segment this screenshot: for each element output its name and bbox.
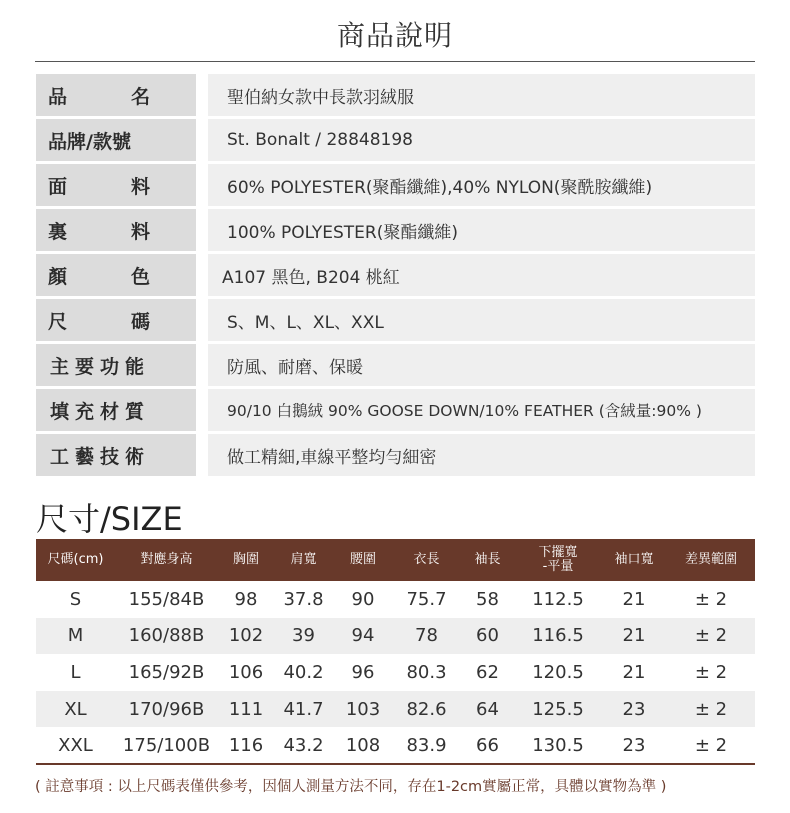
spec-label	[36, 74, 196, 116]
size-table	[36, 539, 755, 765]
spec-label-char: 裏	[48, 220, 68, 243]
table-cell: 125.5	[515, 691, 601, 728]
table-cell: ± 2	[667, 691, 755, 728]
column-header: 對應身高	[115, 539, 218, 581]
table-cell: 112.5	[532, 588, 584, 610]
spec-value: A107 黑色, B204 桃紅	[208, 254, 755, 296]
table-cell: 75.7	[406, 588, 447, 610]
spec-value: S、M、L、XL、XXL	[208, 299, 755, 341]
table-cell: 120.5	[532, 661, 584, 683]
table-cell: 111	[218, 691, 274, 728]
table-cell: 102	[218, 618, 274, 655]
size-table-header	[36, 539, 755, 581]
table-cell: 155/84B	[128, 588, 205, 610]
table-cell: 64	[460, 691, 515, 728]
spec-row-function	[36, 344, 755, 386]
table-row	[36, 691, 755, 728]
spec-value: 100% POLYESTER(聚酯纖維)	[208, 209, 755, 251]
column-header: 尺碼(cm)	[36, 539, 115, 581]
table-cell: M	[36, 618, 115, 655]
table-cell: 21	[622, 588, 646, 610]
spec-row-lining	[36, 209, 755, 251]
spec-row-fabric	[36, 164, 755, 206]
table-cell: 62	[476, 661, 499, 683]
spec-label: 主要功能	[36, 344, 196, 386]
table-cell: 39	[274, 618, 333, 655]
table-cell: 160/88B	[115, 618, 218, 655]
table-cell: ± 2	[694, 588, 728, 610]
spec-label: 工藝技術	[36, 434, 196, 476]
table-cell: 130.5	[532, 734, 584, 756]
table-cell: 83.9	[406, 734, 447, 756]
table-cell: 23	[622, 734, 646, 756]
spec-label-char: 品	[48, 85, 68, 108]
spec-label-char: 顏	[48, 265, 68, 288]
title-divider	[35, 61, 755, 62]
spec-value: 聖伯納女款中長款羽絨服	[208, 74, 755, 116]
table-cell: 170/96B	[115, 691, 218, 728]
table-cell: 21	[601, 618, 667, 655]
table-cell: 43.2	[283, 734, 324, 756]
column-header: 胸圍	[218, 539, 274, 581]
page-title: 商品說明	[336, 19, 453, 52]
table-cell: 21	[622, 661, 646, 683]
table-cell: 41.7	[274, 691, 333, 728]
spec-label-char: 料	[130, 175, 150, 198]
spec-label	[36, 164, 196, 206]
spec-row-name	[36, 74, 755, 116]
table-cell: S	[69, 588, 82, 610]
spec-label-char: 色	[130, 265, 150, 288]
spec-row-craft	[36, 434, 755, 476]
column-header: 差異範圍	[667, 539, 755, 581]
spec-label: 填充材質	[36, 389, 196, 431]
table-cell: XL	[36, 691, 115, 728]
table-cell: 98	[234, 588, 258, 610]
column-header: 衣長	[393, 539, 460, 581]
table-cell: 58	[476, 588, 499, 610]
table-cell: ± 2	[694, 734, 728, 756]
table-cell: 23	[601, 691, 667, 728]
spec-value: 90/10 白鵝絨 90% GOOSE DOWN/10% FEATHER (含絨量:90% )	[208, 389, 755, 431]
spec-label	[36, 209, 196, 251]
table-cell: 116	[228, 734, 264, 756]
spec-row-brand	[36, 119, 755, 161]
table-cell: 106	[228, 661, 264, 683]
spec-row-size	[36, 299, 755, 341]
column-header: 肩寬	[274, 539, 333, 581]
spec-label-char: 面	[48, 175, 68, 198]
spec-row-color	[36, 254, 755, 296]
spec-label-char: 料	[130, 220, 150, 243]
spec-value: 做工精細,車線平整均勻細密	[208, 434, 755, 476]
spec-label-char: 碼	[130, 310, 150, 333]
table-row	[36, 727, 755, 764]
table-cell: 37.8	[283, 588, 324, 610]
table-cell: ± 2	[694, 661, 728, 683]
spec-row-filling	[36, 389, 755, 431]
footnote: ( 註意事項 : 以上尺碼表僅供參考，因個人測量方法不同，存在1-2cm實屬正常，具體以實物為準 )	[35, 779, 667, 795]
column-header: 袖長	[460, 539, 515, 581]
table-cell: 90	[351, 588, 375, 610]
table-cell: 82.6	[393, 691, 460, 728]
spec-label-char: 尺	[48, 310, 68, 333]
table-cell: 165/92B	[128, 661, 205, 683]
column-header: 袖口寬	[601, 539, 667, 581]
table-cell: 103	[333, 691, 393, 728]
spec-label-char: 名	[130, 85, 150, 108]
spec-value: 60% POLYESTER(聚酯纖維),40% NYLON(聚酰胺纖維)	[208, 164, 755, 206]
table-cell: XXL	[58, 734, 93, 756]
spec-label	[36, 299, 196, 341]
table-cell: L	[70, 661, 81, 683]
column-header: 腰圍	[333, 539, 393, 581]
column-header: 下擺寬 -平量	[515, 539, 601, 581]
table-cell: 60	[460, 618, 515, 655]
table-cell: 94	[333, 618, 393, 655]
table-cell: 78	[393, 618, 460, 655]
spec-value: 防風、耐磨、保暖	[208, 344, 755, 386]
spec-label	[36, 254, 196, 296]
table-cell: 116.5	[515, 618, 601, 655]
table-row	[36, 654, 755, 691]
table-cell: 40.2	[283, 661, 324, 683]
table-row	[36, 618, 755, 655]
table-cell: 80.3	[406, 661, 447, 683]
table-cell: 175/100B	[122, 734, 211, 756]
table-cell: 66	[476, 734, 499, 756]
table-cell: 96	[351, 661, 375, 683]
size-section-title: 尺寸/SIZE	[36, 500, 183, 538]
table-cell: ± 2	[667, 618, 755, 655]
table-row	[36, 581, 755, 618]
spec-label: 品牌/款號	[36, 119, 196, 161]
table-cell: 108	[345, 734, 381, 756]
spec-value: St. Bonalt / 28848198	[208, 119, 755, 161]
